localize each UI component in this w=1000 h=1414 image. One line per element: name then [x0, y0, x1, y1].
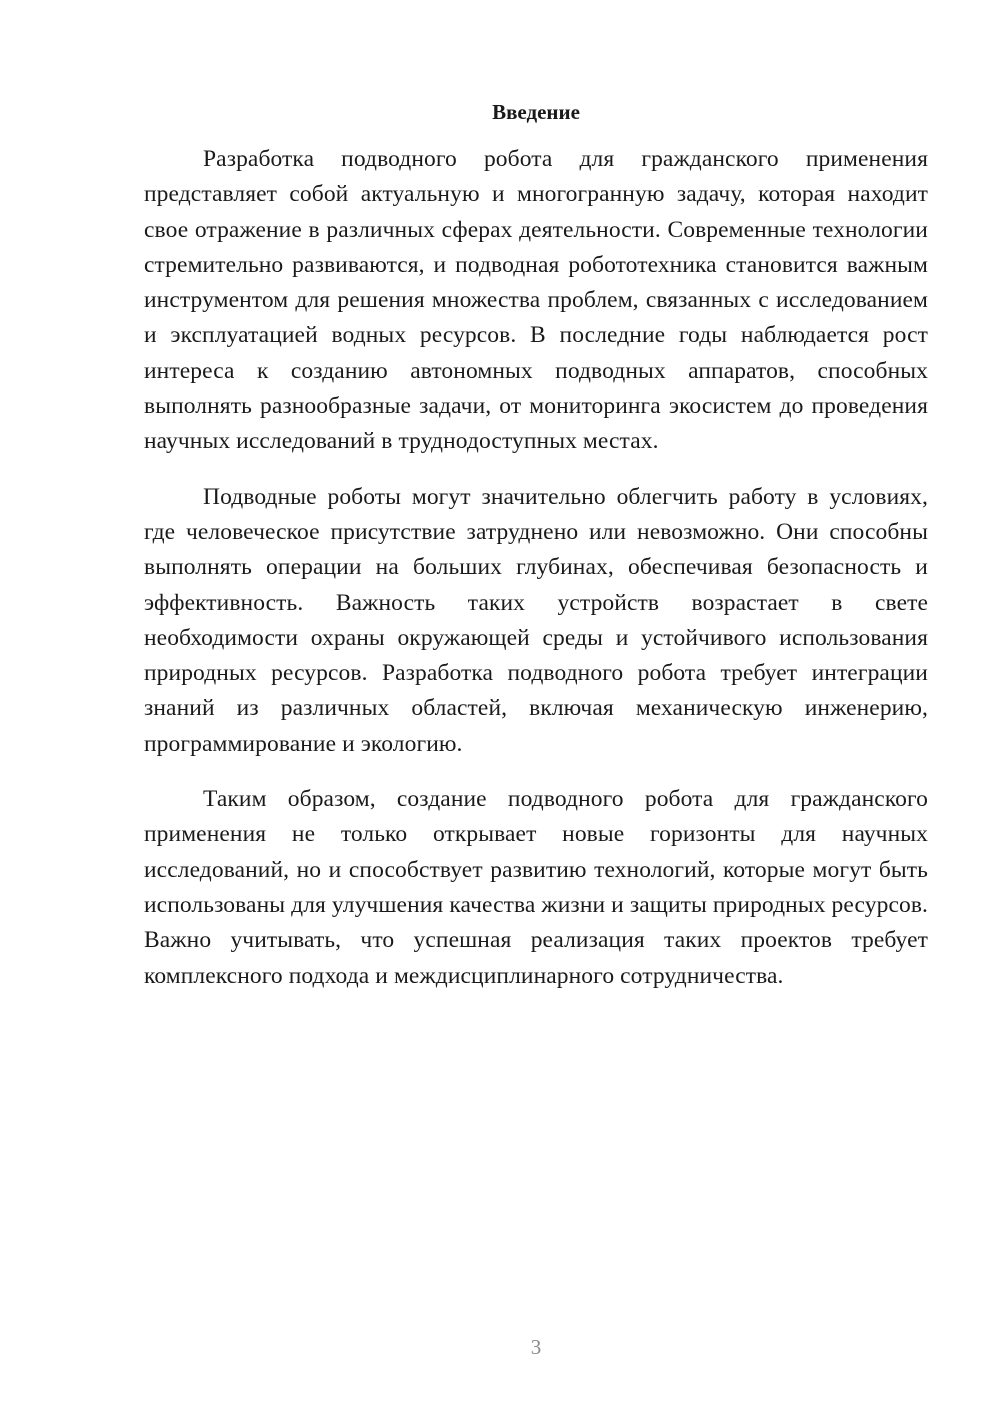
section-title: Введение [492, 100, 580, 124]
paragraph-2: Подводные роботы могут значительно облегчить работу в условиях, где человеческое присутствие затруднено или невозможно. Они способны выполнять операции на больших глубинах, обеспечивая безопасность и эффективность. Важность таких устройств возрастает в свете необходимости охраны окружающей среды и устойчивого использования природных ресурсов. Разработка подводного робота требует интеграции знаний из различных областей, включая механическую инженерию, программирование и экологию. [144, 483, 928, 757]
body-text [144, 142, 928, 1014]
paragraph-3: Таким образом, создание подводного робота для гражданского применения не только открывает новые горизонты для научных исследований, но и способствует развитию технологий, которые могут быть использованы для улучшения качества жизни и защиты природных ресурсов. Важно учитывать, что успешная реализация таких проектов требует комплексного подхода и междисциплинарного сотрудничества. [144, 786, 928, 989]
page-number: 3 [530, 1335, 542, 1359]
paragraph-1: Разработка подводного робота для гражданского применения представляет собой актуальную и многогранную задачу, которая находит свое отражение в различных сферах деятельности. Современные технологии стремительно развиваются, и подводная робототехника становится важным инструментом для решения множества проблем, связанных с исследованием и эксплуатацией водных ресурсов. В последние годы наблюдается рост интереса к созданию автономных подводных аппаратов, способных выполнять разнообразные задачи, от мониторинга экосистем до проведения научных исследований в труднодоступных местах. [144, 146, 928, 455]
